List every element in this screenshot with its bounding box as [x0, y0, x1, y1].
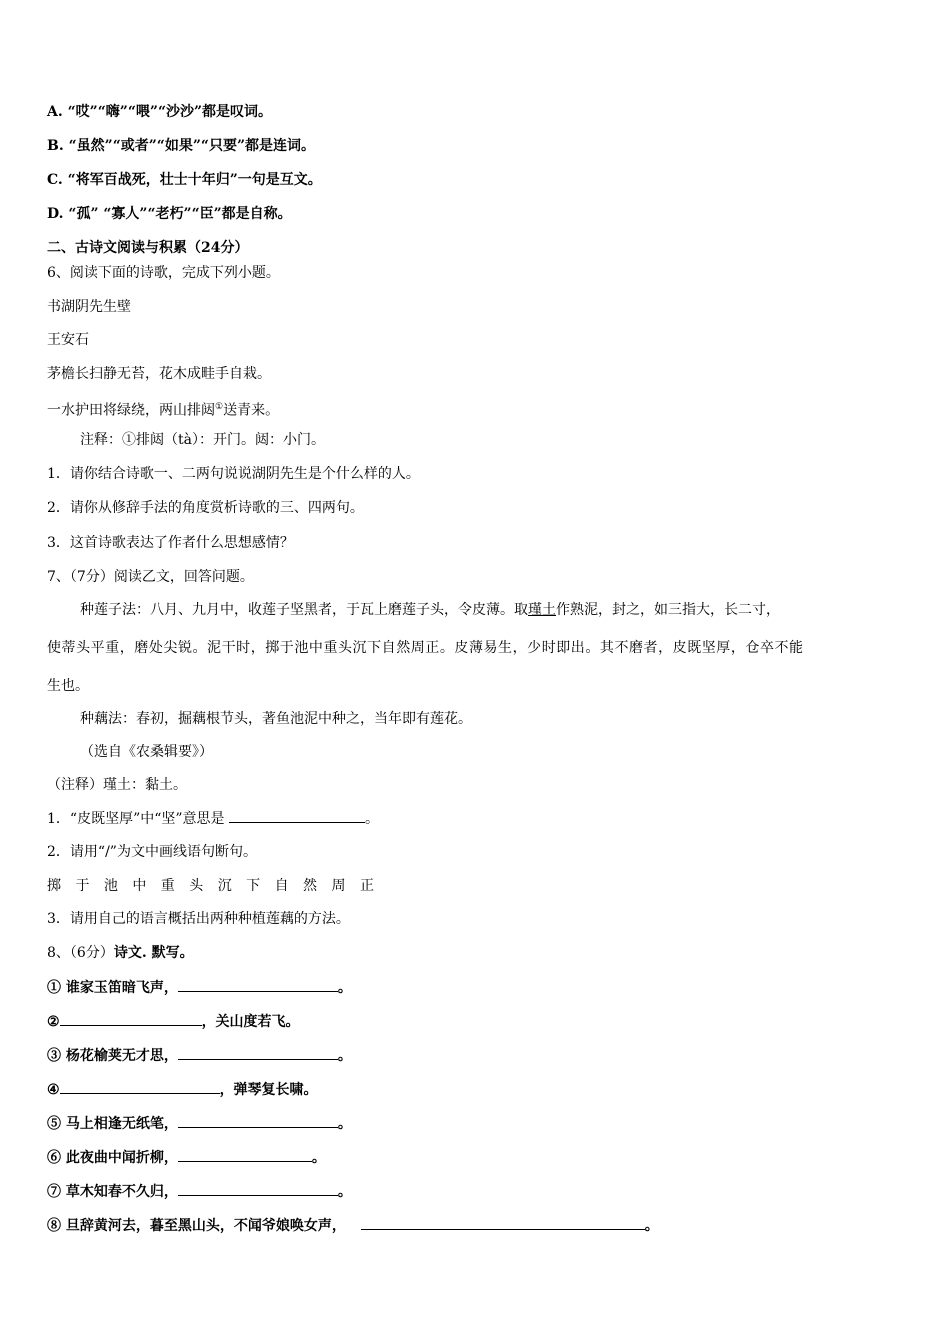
- q7-passage-1a: 种莲子法：八月、九月中，收莲子坚黑者，于瓦上磨莲子头，令皮薄。取: [80, 602, 528, 618]
- q8-item-8-before: ⑧ 旦辞黄河去，暮至黑山头，不闻爷娘唤女声，: [47, 1218, 346, 1234]
- q8-item-6: [47, 1148, 326, 1167]
- choice-a-label: A.: [47, 104, 63, 120]
- q7-source: （选自《农桑辑要》）: [80, 744, 213, 760]
- q7-sub-2-sentence: 掷 于 池 中 重 头 沉 下 自 然 周 正: [47, 878, 379, 894]
- q8-item-7-blank[interactable]: [178, 1182, 338, 1196]
- q8-item-4-before: ④: [47, 1082, 60, 1098]
- choice-b: [47, 137, 315, 155]
- q8-item-5-before: ⑤ 马上相逢无纸笔，: [47, 1116, 178, 1132]
- q8-item-8-blank[interactable]: [361, 1216, 645, 1230]
- q6-intro: 6、阅读下面的诗歌，完成下列小题。: [47, 265, 280, 281]
- q8-item-5-after: 。: [337, 1116, 352, 1132]
- q8-item-2-before: ②: [47, 1014, 60, 1030]
- q8-item-6-after: 。: [311, 1150, 326, 1166]
- q7-intro: 7、（7分）阅读乙文，回答问题。: [47, 569, 254, 585]
- q8-item-6-before: ⑥ 此夜曲中闻折柳，: [47, 1150, 178, 1166]
- q8-item-1: [47, 978, 352, 997]
- poem-line-2-a: 一水护田将绿绕，两山排闼: [47, 402, 215, 419]
- choice-d-label: D.: [47, 206, 64, 222]
- poem-line-2-b: 送青来。: [223, 402, 280, 419]
- q7-passage-line-3: 生也。: [47, 678, 89, 694]
- q7-passage-line-1: [80, 601, 780, 619]
- q7-sub-1-answer-blank[interactable]: [229, 809, 365, 823]
- q8-item-7: [47, 1182, 352, 1201]
- q8-item-1-blank[interactable]: [178, 978, 338, 992]
- choice-c-label: C.: [47, 172, 63, 188]
- q6-sub-3: 3．这首诗歌表达了作者什么思想感情？: [47, 535, 294, 551]
- poem-note: 注释：①排闼（tà）：开门。闼：小门。: [80, 432, 325, 448]
- q8-intro-prefix: 8、（6分）: [47, 945, 114, 961]
- q8-item-2: [47, 1012, 300, 1031]
- q7-sub-1-end: 。: [365, 811, 379, 827]
- q8-item-1-before: ① 谁家玉笛暗飞声，: [47, 980, 178, 996]
- q7-underlined-word: 瑾土: [528, 602, 556, 618]
- poem-line-1: 茅檐长扫静无苔，花木成畦手自栽。: [47, 366, 271, 382]
- choice-c-text: “将军百战死，壮士十年归”一句是互文。: [67, 172, 322, 188]
- poem-author: 王安石: [47, 332, 89, 348]
- q8-item-3-before: ③ 杨花榆荚无才思，: [47, 1048, 178, 1064]
- q7-sub-1-text: 1．“皮既坚厚”中“坚”意思是: [47, 811, 225, 827]
- q8-item-8: [47, 1216, 659, 1235]
- q7-sub-2: 2．请用“/”为文中画线语句断句。: [47, 844, 257, 860]
- q8-item-7-after: 。: [337, 1184, 352, 1200]
- poem-title: 书湖阴先生壁: [47, 299, 131, 315]
- q7-sub-1: [47, 809, 379, 828]
- q8-item-2-blank[interactable]: [60, 1012, 202, 1026]
- q8-item-4-blank[interactable]: [60, 1080, 220, 1094]
- q8-item-3-after: 。: [337, 1048, 352, 1064]
- q8-item-5: [47, 1114, 352, 1133]
- choice-d: [47, 205, 292, 223]
- q8-item-5-blank[interactable]: [178, 1114, 338, 1128]
- choice-d-text: “孤” “寡人”“老朽”“臣”都是自称。: [68, 206, 292, 222]
- q8-item-3: [47, 1046, 352, 1065]
- q8-item-3-blank[interactable]: [178, 1046, 338, 1060]
- q7-note: （注释）瑾土：黏土。: [47, 777, 187, 793]
- q8-intro-title: 诗文. 默写。: [113, 945, 194, 961]
- q8-item-4: [47, 1080, 318, 1099]
- choice-c: [47, 171, 322, 189]
- q7-passage-line-2: 使蒂头平重，磨处尖锐。泥干时，掷于池中重头沉下自然周正。皮薄易生，少时即出。其不磨者，皮既坚厚，仓卒不能: [47, 640, 804, 656]
- q7-passage-1b: 作熟泥，封之，如三指大，长二寸，: [556, 602, 780, 618]
- q8-item-4-after: ，弹琴复长啸。: [219, 1082, 318, 1098]
- q6-sub-2: 2．请你从修辞手法的角度赏析诗歌的三、四两句。: [47, 500, 364, 516]
- poem-line-2: [47, 398, 279, 420]
- q8-item-2-after: ，关山度若飞。: [201, 1014, 300, 1030]
- q8-intro: [47, 944, 194, 962]
- q7-passage-2: 种藕法：春初，掘藕根节头，著鱼池泥中种之，当年即有莲花。: [80, 711, 472, 727]
- footnote-marker: ①: [215, 402, 224, 412]
- choice-b-label: B.: [47, 138, 64, 154]
- q8-item-7-before: ⑦ 草木知春不久归，: [47, 1184, 178, 1200]
- choice-b-text: “虽然”“或者”“如果”“只要”都是连词。: [68, 138, 316, 154]
- q8-item-6-blank[interactable]: [178, 1148, 312, 1162]
- section-heading: 二、古诗文阅读与积累（24分）: [47, 240, 249, 256]
- choice-a-text: “哎”“嗨”“喂”“沙沙”都是叹词。: [67, 104, 273, 120]
- q8-item-8-after: 。: [644, 1218, 659, 1234]
- q8-item-1-after: 。: [337, 980, 352, 996]
- q7-sub-3: 3．请用自己的语言概括出两种种植莲藕的方法。: [47, 911, 350, 927]
- q6-sub-1: 1．请你结合诗歌一、二两句说说湖阴先生是个什么样的人。: [47, 466, 420, 482]
- choice-a: [47, 103, 272, 121]
